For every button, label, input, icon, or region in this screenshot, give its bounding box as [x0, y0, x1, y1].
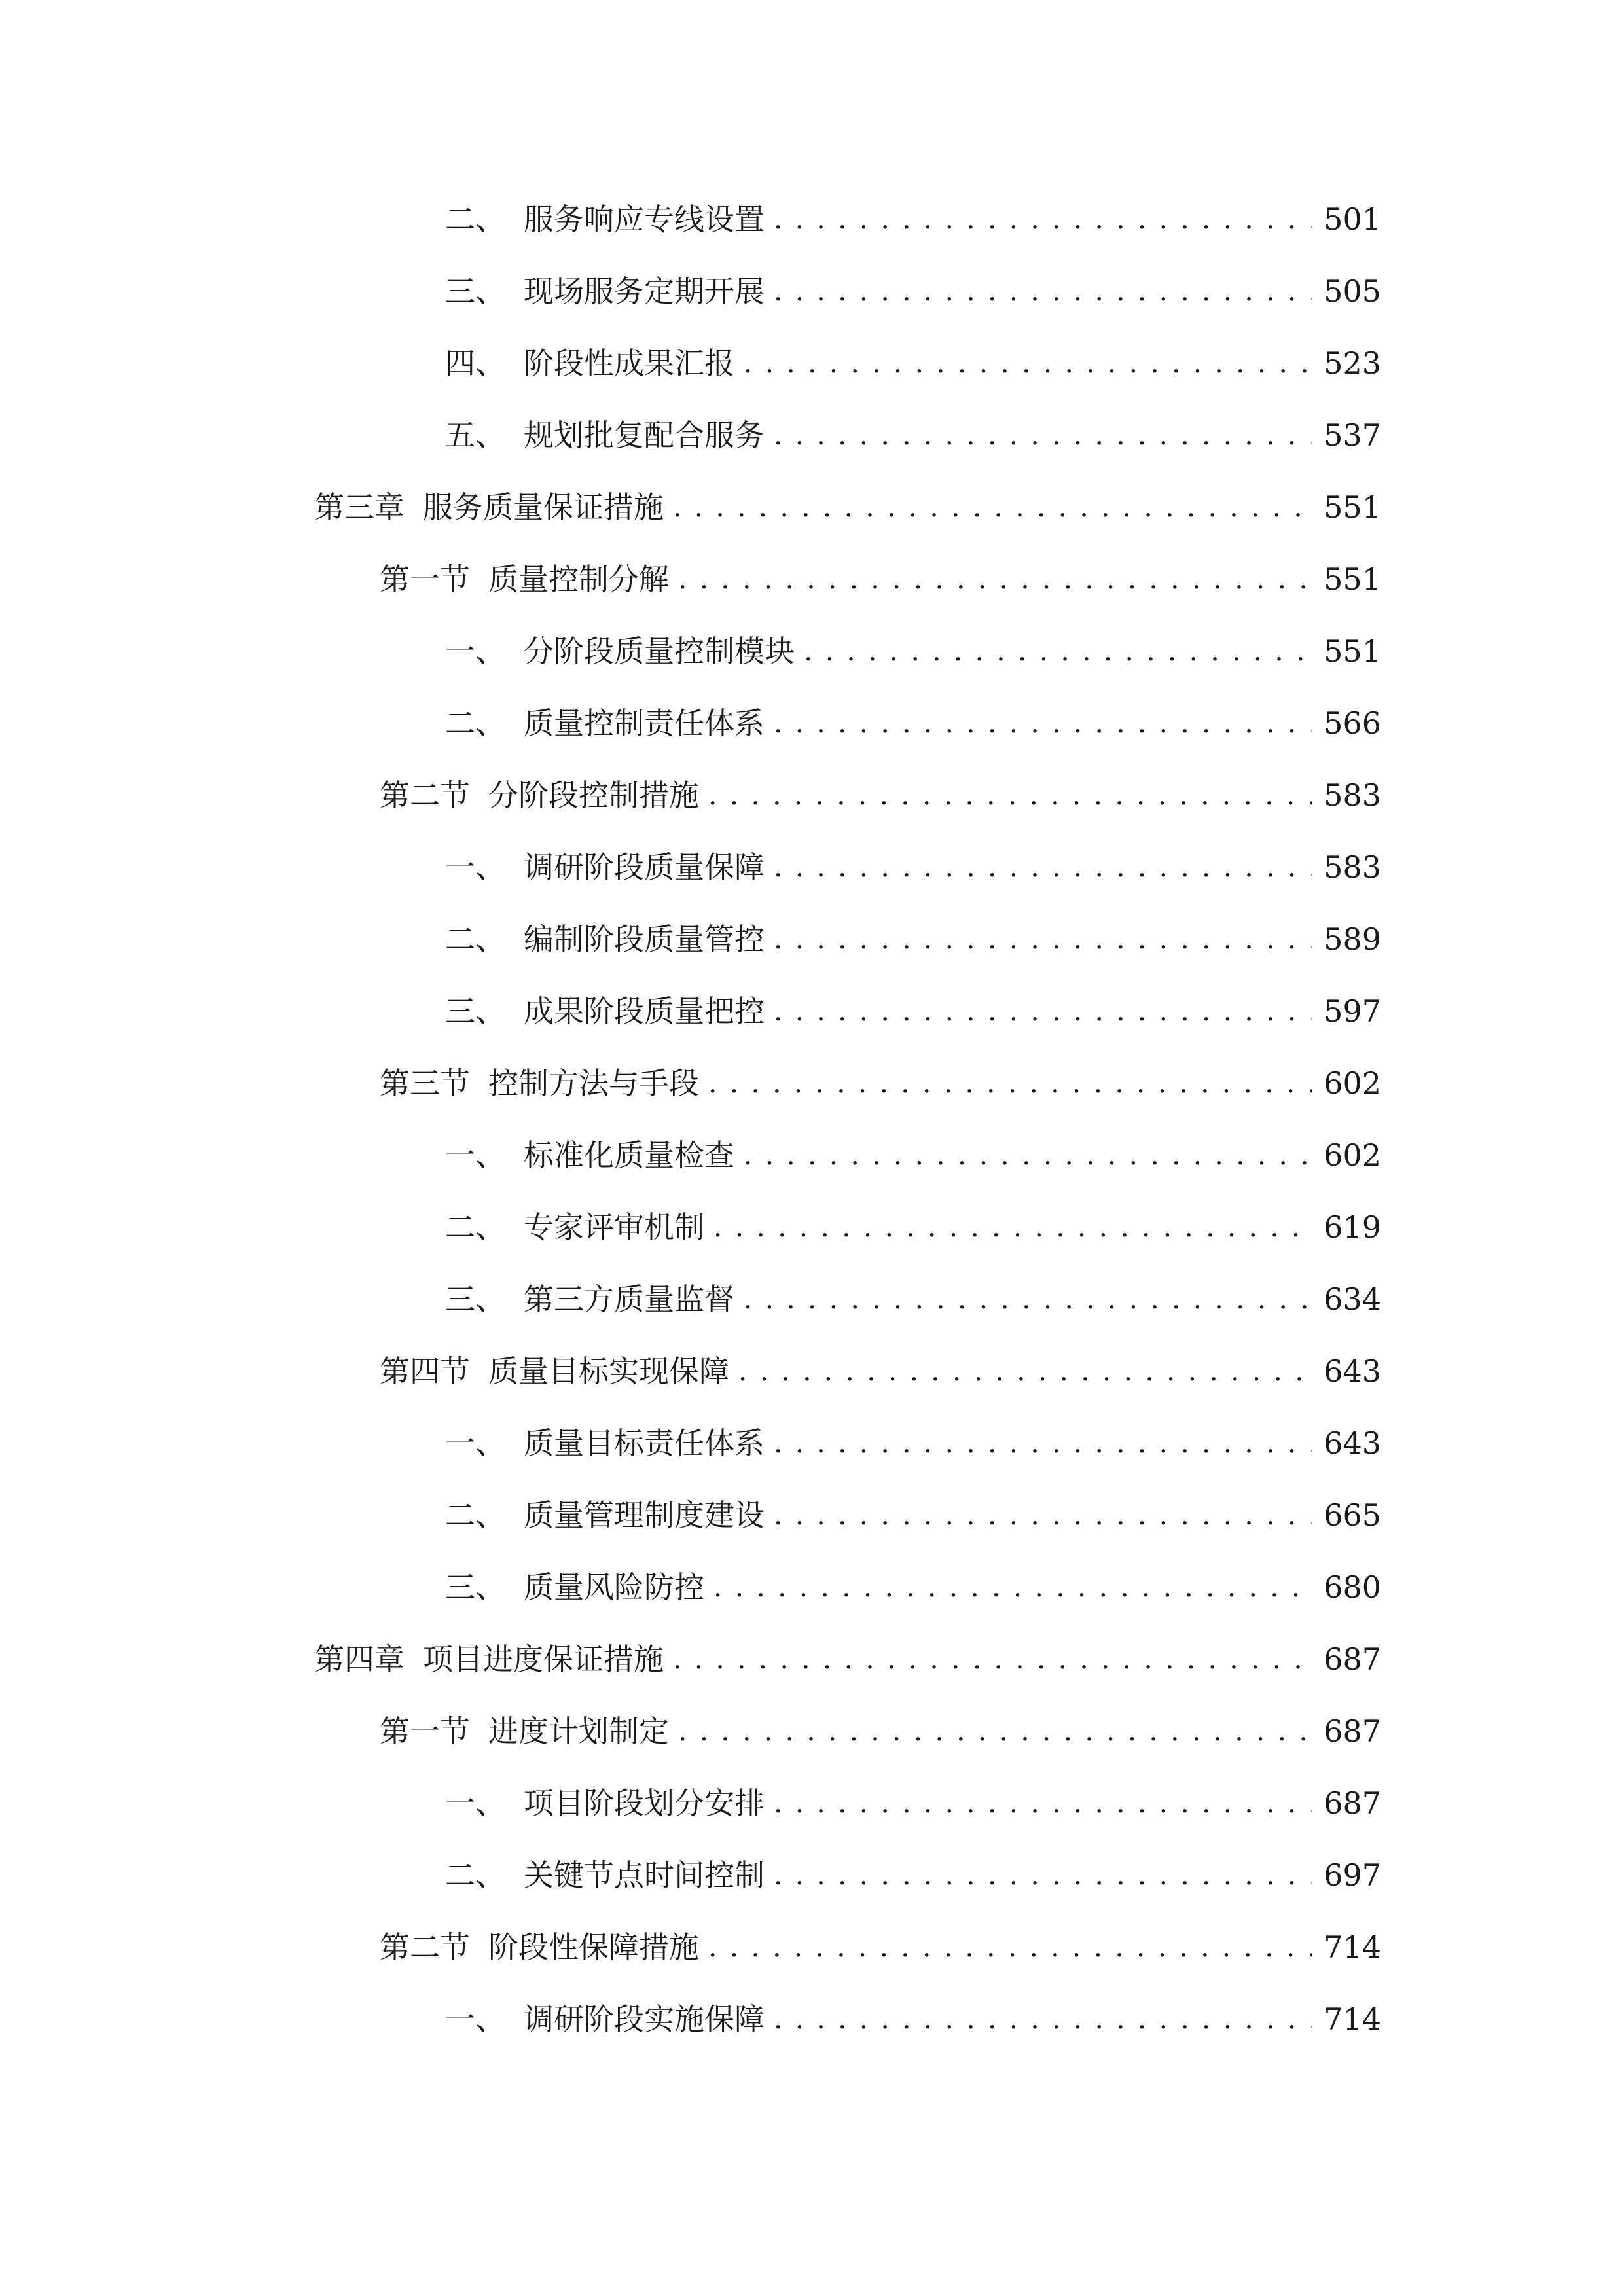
toc-entry-section[interactable]	[380, 1921, 1381, 1973]
toc-entry-section[interactable]	[380, 1705, 1381, 1757]
toc-leader-dots	[708, 769, 1312, 821]
toc-page-number: 551	[1324, 562, 1381, 597]
toc-leader-dots	[673, 1633, 1312, 1685]
toc-marker: 第二节	[380, 778, 470, 813]
toc-leader-dots	[774, 1417, 1312, 1469]
toc-page-number: 589	[1324, 922, 1381, 957]
toc-page-number: 551	[1324, 634, 1381, 669]
toc-page-number: 643	[1324, 1426, 1381, 1461]
toc-page-number: 687	[1324, 1713, 1381, 1749]
toc-marker: 二、	[445, 202, 505, 237]
toc-leader-dots	[708, 1921, 1312, 1973]
toc-page-number: 523	[1324, 346, 1381, 381]
toc-marker: 第四节	[380, 1354, 470, 1389]
toc-leader-dots	[774, 193, 1312, 245]
toc-entry[interactable]	[445, 1129, 1381, 1181]
toc-page-number: 602	[1324, 1138, 1381, 1173]
toc-entry[interactable]	[445, 1561, 1381, 1613]
toc-leader-dots	[774, 1489, 1312, 1541]
toc-leader-dots	[774, 697, 1312, 749]
toc-marker: 三、	[445, 1282, 505, 1317]
toc-marker: 三、	[445, 994, 505, 1029]
toc-leader-dots	[774, 1849, 1312, 1901]
toc-entry[interactable]	[445, 841, 1381, 893]
toc-entry[interactable]	[445, 1849, 1381, 1901]
toc-title: 调研阶段实施保障	[524, 2001, 765, 2037]
toc-marker: 一、	[445, 850, 505, 885]
toc-page-number: 583	[1324, 778, 1381, 813]
toc-marker: 二、	[445, 1210, 505, 1245]
toc-title: 专家评审机制	[524, 1210, 704, 1245]
toc-marker: 四、	[445, 346, 505, 381]
toc-entry[interactable]	[445, 265, 1381, 317]
toc-entry-chapter[interactable]	[314, 481, 1381, 533]
toc-entry-chapter[interactable]	[314, 1633, 1381, 1685]
toc-marker: 三、	[445, 1570, 505, 1605]
toc-entry[interactable]	[445, 409, 1381, 461]
toc-leader-dots	[673, 481, 1312, 533]
toc-title: 质量控制分解	[488, 562, 669, 597]
toc-title: 现场服务定期开展	[524, 274, 765, 309]
toc-page-number: 505	[1324, 274, 1381, 309]
toc-page-number: 687	[1324, 1785, 1381, 1821]
toc-title: 质量风险防控	[524, 1570, 704, 1605]
toc-entry[interactable]	[445, 913, 1381, 965]
toc-leader-dots	[774, 841, 1312, 893]
toc-entry[interactable]	[445, 697, 1381, 749]
toc-page-number: 551	[1324, 490, 1381, 525]
toc-marker: 一、	[445, 1138, 505, 1173]
toc-page-number: 602	[1324, 1066, 1381, 1101]
toc-marker: 第三章	[314, 490, 405, 525]
toc-leader-dots	[744, 337, 1312, 389]
toc-leader-dots	[744, 1273, 1312, 1325]
toc-marker: 三、	[445, 274, 505, 309]
toc-leader-dots	[774, 265, 1312, 317]
toc-title: 服务质量保证措施	[423, 490, 664, 525]
toc-title: 标准化质量检查	[524, 1138, 734, 1173]
toc-marker: 二、	[445, 922, 505, 957]
toc-title: 成果阶段质量把控	[524, 994, 765, 1029]
toc-leader-dots	[774, 985, 1312, 1037]
toc-marker: 第一节	[380, 562, 470, 597]
toc-marker: 一、	[445, 1785, 505, 1821]
toc-entry[interactable]	[445, 193, 1381, 245]
toc-entry[interactable]	[445, 985, 1381, 1037]
toc-page-number: 697	[1324, 1857, 1381, 1893]
toc-entry-section[interactable]	[380, 1057, 1381, 1109]
toc-title: 阶段性成果汇报	[524, 346, 734, 381]
toc-title: 规划批复配合服务	[524, 418, 765, 453]
toc-entry[interactable]	[445, 337, 1381, 389]
toc-entry[interactable]	[445, 1489, 1381, 1541]
toc-leader-dots	[744, 1129, 1312, 1181]
toc-page-number: 619	[1324, 1210, 1381, 1245]
toc-entry-section[interactable]	[380, 553, 1381, 605]
toc-title: 调研阶段质量保障	[524, 850, 765, 885]
toc-page-number: 680	[1324, 1570, 1381, 1605]
toc-marker: 一、	[445, 634, 505, 669]
toc-marker: 一、	[445, 1426, 505, 1461]
toc-title: 质量目标责任体系	[524, 1426, 765, 1461]
toc-page-number: 583	[1324, 850, 1381, 885]
toc-title: 分阶段质量控制模块	[524, 634, 795, 669]
toc-entry-section[interactable]	[380, 769, 1381, 821]
toc-marker: 第二节	[380, 1929, 470, 1965]
toc-leader-dots	[678, 553, 1312, 605]
toc-leader-dots	[774, 1993, 1312, 2045]
toc-marker: 第三节	[380, 1066, 470, 1101]
toc-entry[interactable]	[445, 625, 1381, 677]
toc-page-number: 665	[1324, 1498, 1381, 1533]
toc-leader-dots	[804, 625, 1312, 677]
toc-entry[interactable]	[445, 1201, 1381, 1253]
toc-marker: 二、	[445, 1498, 505, 1533]
toc-title: 编制阶段质量管控	[524, 922, 765, 957]
toc-title: 服务响应专线设置	[524, 202, 765, 237]
toc-leader-dots	[774, 913, 1312, 965]
toc-title: 项目阶段划分安排	[524, 1785, 765, 1821]
toc-page-number: 687	[1324, 1641, 1381, 1677]
toc-marker: 第一节	[380, 1713, 470, 1749]
toc-marker: 第四章	[314, 1641, 405, 1677]
toc-page-number: 714	[1324, 1929, 1381, 1965]
toc-page-number: 501	[1324, 202, 1381, 237]
toc-marker: 二、	[445, 706, 505, 741]
toc-leader-dots	[774, 409, 1312, 461]
toc-leader-dots	[713, 1201, 1312, 1253]
toc-leader-dots	[774, 1777, 1312, 1829]
toc-entry[interactable]	[445, 1993, 1381, 2045]
toc-page-number: 643	[1324, 1354, 1381, 1389]
toc-page-number: 597	[1324, 994, 1381, 1029]
toc-marker: 二、	[445, 1857, 505, 1893]
toc-marker: 一、	[445, 2001, 505, 2037]
toc-title: 进度计划制定	[488, 1713, 669, 1749]
toc-title: 阶段性保障措施	[488, 1929, 699, 1965]
toc-title: 质量控制责任体系	[524, 706, 765, 741]
toc-leader-dots	[678, 1705, 1312, 1757]
toc-title: 第三方质量监督	[524, 1282, 734, 1317]
toc-title: 关键节点时间控制	[524, 1857, 765, 1893]
toc-leader-dots	[708, 1057, 1312, 1109]
toc-page-number: 634	[1324, 1282, 1381, 1317]
toc-page-number: 714	[1324, 2001, 1381, 2037]
toc-entry[interactable]	[445, 1417, 1381, 1469]
toc-entry-section[interactable]	[380, 1345, 1381, 1397]
toc-page-number: 566	[1324, 706, 1381, 741]
toc-title: 分阶段控制措施	[488, 778, 699, 813]
toc-title: 质量管理制度建设	[524, 1498, 765, 1533]
toc-leader-dots	[738, 1345, 1312, 1397]
toc-leader-dots	[713, 1561, 1312, 1613]
toc-title: 控制方法与手段	[488, 1066, 699, 1101]
toc-page-number: 537	[1324, 418, 1381, 453]
toc-entry[interactable]	[445, 1777, 1381, 1829]
toc-marker: 五、	[445, 418, 505, 453]
toc-title: 质量目标实现保障	[488, 1354, 729, 1389]
toc-title: 项目进度保证措施	[423, 1641, 664, 1677]
toc-entry[interactable]	[445, 1273, 1381, 1325]
